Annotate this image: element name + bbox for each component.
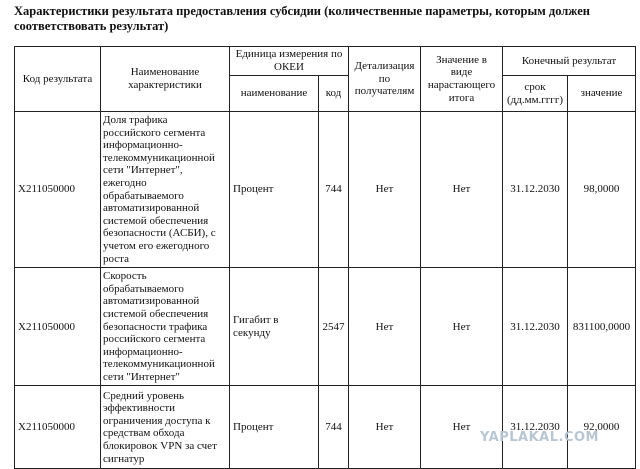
cell-unit-name: Процент xyxy=(230,386,319,469)
watermark: YAPLAKAL.COM xyxy=(480,430,599,445)
header-unit-group: Единица измерения по ОКЕИ xyxy=(230,47,349,76)
cell-name: Доля трафика российского сегмента информационно-телекоммуникационной сети "Интернет", ежегодно обрабатываемого автоматизированной системой обеспечения безопасности (АСБИ), с учетом его ежегодного роста xyxy=(101,112,230,268)
header-name: Наименование характеристики xyxy=(101,47,230,112)
result-characteristics-table xyxy=(14,46,636,469)
header-detail: Детализация по получателям xyxy=(349,47,421,112)
cell-code: X211050000 xyxy=(15,268,101,386)
cell-cumulative: Нет xyxy=(421,386,503,469)
cell-deadline: 31.12.2030 xyxy=(503,268,568,386)
cell-name: Средний уровень эффективности ограничения доступа к средствам обхода блокировок VPN за счет сигнатур xyxy=(101,386,230,469)
cell-detail: Нет xyxy=(349,386,421,469)
table-row xyxy=(15,112,636,268)
cell-code: X211050000 xyxy=(15,386,101,469)
cell-cumulative: Нет xyxy=(421,268,503,386)
cell-cumulative: Нет xyxy=(421,112,503,268)
cell-unit-code: 744 xyxy=(319,386,349,469)
cell-detail: Нет xyxy=(349,112,421,268)
cell-deadline: 31.12.2030 xyxy=(503,112,568,268)
cell-name: Скорость обрабатываемого автоматизированной системой обеспечения безопасности трафика российского сегмента информационно-телекоммуникационной сети "Интернет" xyxy=(101,268,230,386)
cell-code: X211050000 xyxy=(15,112,101,268)
header-value: значение xyxy=(568,76,636,112)
cell-unit-name: Процент xyxy=(230,112,319,268)
cell-value: 92,0000 xyxy=(568,386,636,469)
cell-value: 98,0000 xyxy=(568,112,636,268)
cell-deadline: 31.12.2030 xyxy=(503,386,568,469)
header-code: Код результата xyxy=(15,47,101,112)
table-row xyxy=(15,386,636,469)
cell-unit-name: Гигабит в секунду xyxy=(230,268,319,386)
header-unit-name: наименование xyxy=(230,76,319,112)
cell-unit-code: 744 xyxy=(319,112,349,268)
header-cumulative: Значение в виде нарастающего итога xyxy=(421,47,503,112)
cell-detail: Нет xyxy=(349,268,421,386)
cell-value: 831100,0000 xyxy=(568,268,636,386)
table-row xyxy=(15,268,636,386)
header-deadline: срок (дд.мм.гггг) xyxy=(503,76,568,112)
section-heading: Характеристики результата предоставления субсидии (количественные параметры, которым должен соответствовать результат) xyxy=(14,4,590,33)
cell-unit-code: 2547 xyxy=(319,268,349,386)
header-final-group: Конечный результат xyxy=(503,47,636,76)
header-unit-code: код xyxy=(319,76,349,112)
